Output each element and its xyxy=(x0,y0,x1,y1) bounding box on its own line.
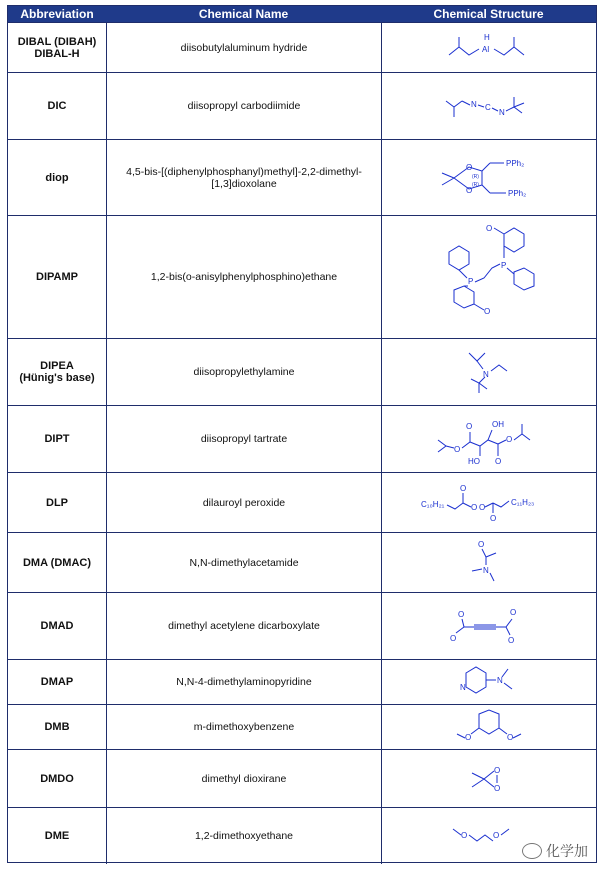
o-label: O xyxy=(506,434,513,444)
chemical-name-cell: m-dimethoxybenzene xyxy=(193,721,295,733)
dipea-structure xyxy=(459,347,519,397)
n-label: N xyxy=(483,565,489,575)
abbreviation-cell: DLP xyxy=(46,496,68,509)
dma-structure xyxy=(464,539,514,587)
al-label: Al xyxy=(482,44,490,54)
c10h21-label: C₁₀H₂₁ xyxy=(421,499,445,509)
abbreviation-cell: DIPT xyxy=(44,433,70,445)
n-label: N xyxy=(471,100,477,109)
o-label: O xyxy=(461,831,468,840)
o-label: O xyxy=(450,634,457,643)
abbreviation-cell: DMB xyxy=(44,721,70,733)
table-row xyxy=(8,472,596,532)
n-label: N xyxy=(460,683,466,692)
o-label: O xyxy=(494,783,501,793)
dmdo-structure xyxy=(464,761,514,797)
o-label: O xyxy=(466,185,473,195)
chemical-name-cell: dimethyl acetylene dicarboxylate xyxy=(168,620,320,632)
n-label: N xyxy=(497,676,503,685)
table-row xyxy=(8,749,596,807)
ho-label: HO xyxy=(468,456,480,466)
abbreviation-cell: DMAD xyxy=(40,620,74,632)
c11h23-label: C₁₁H₂₃ xyxy=(511,497,535,507)
o-label: O xyxy=(495,456,502,466)
watermark xyxy=(522,841,588,861)
diop-structure xyxy=(424,153,554,203)
dlp-structure xyxy=(419,483,559,523)
header-chemical-structure: Chemical Structure xyxy=(433,7,544,21)
chemical-name-cell: diisopropylethylamine xyxy=(193,366,295,378)
chemical-name-cell: 1,2-dimethoxyethane xyxy=(194,830,294,842)
header-abbreviation: Abbreviation xyxy=(20,7,94,21)
dmap-structure xyxy=(454,663,524,701)
o-label: O xyxy=(466,421,473,431)
chemical-name-cell: dimethyl dioxirane xyxy=(201,772,287,785)
oh-label: OH xyxy=(492,419,504,429)
table-row xyxy=(8,22,596,72)
abbreviation-cell: DIBAL (DIBAH) DIBAL-H xyxy=(17,35,97,60)
pph2-label: PPh₂ xyxy=(506,158,525,168)
wechat-icon xyxy=(522,843,542,859)
abbreviation-cell: DIPAMP xyxy=(36,271,78,283)
o-label: O xyxy=(508,636,515,645)
chemical-name-cell: N,N-dimethylacetamide xyxy=(189,556,299,569)
table-row xyxy=(8,807,596,864)
abbreviation-table xyxy=(7,5,597,863)
dipamp-structure xyxy=(434,223,544,325)
o-label: O xyxy=(486,223,493,233)
table-row xyxy=(8,704,596,749)
dibal-structure xyxy=(444,33,534,63)
chemical-name-cell: diisopropyl tartrate xyxy=(200,433,288,445)
o-label: O xyxy=(471,502,478,512)
chemical-name-cell: N,N-4-dimethylaminopyridine xyxy=(176,676,312,688)
table-row xyxy=(8,659,596,704)
o-label: O xyxy=(465,733,472,742)
r-label: (R) xyxy=(472,181,479,188)
chemical-name-cell: diisobutylaluminum hydride xyxy=(180,41,308,54)
h-label: H xyxy=(484,32,490,42)
table-row xyxy=(8,139,596,215)
chemical-name-cell: 1,2-bis(o-anisylphenylphosphino)ethane xyxy=(150,271,338,283)
table-row xyxy=(8,215,596,338)
dmad-structure xyxy=(444,601,534,651)
dmb-structure xyxy=(449,708,529,746)
pph2-label: PPh₂ xyxy=(508,188,527,198)
abbreviation-cell: DME xyxy=(44,830,70,842)
o-label: O xyxy=(460,483,467,493)
c-label: C xyxy=(485,103,491,112)
abbreviation-cell: DIPEA (Hünig's base) xyxy=(19,360,95,384)
table-header xyxy=(8,6,596,22)
o-label: O xyxy=(454,444,461,454)
n-label: N xyxy=(483,370,489,379)
table-row xyxy=(8,405,596,472)
chemical-name-cell: dilauroyl peroxide xyxy=(202,496,286,509)
watermark-text: 化学加 xyxy=(546,843,588,859)
dic-structure xyxy=(444,91,534,121)
table-row xyxy=(8,72,596,139)
o-label: O xyxy=(479,502,486,512)
table-row xyxy=(8,338,596,405)
o-label: O xyxy=(478,539,485,549)
o-label: O xyxy=(510,608,517,617)
abbreviation-cell: DIC xyxy=(47,100,67,112)
table-row xyxy=(8,532,596,592)
o-label: O xyxy=(466,162,473,172)
table-row xyxy=(8,592,596,659)
p-label: P xyxy=(468,276,474,286)
dme-structure xyxy=(449,821,529,851)
chemical-name-cell: 4,5-bis-[(diphenylphosphanyl)methyl]-2,2-dimethyl- [1,3]dioxolane xyxy=(126,165,362,190)
o-label: O xyxy=(493,831,500,840)
n-label: N xyxy=(499,108,505,117)
header-chemical-name: Chemical Name xyxy=(198,7,289,21)
abbreviation-cell: diop xyxy=(45,171,69,184)
r-label: (R) xyxy=(472,173,479,180)
abbreviation-cell: DMA (DMAC) xyxy=(22,556,92,569)
abbreviation-cell: DMDO xyxy=(40,772,74,785)
o-label: O xyxy=(490,513,497,523)
o-label: O xyxy=(458,610,465,619)
o-label: O xyxy=(494,765,501,775)
o-label: O xyxy=(507,733,514,742)
o-label: O xyxy=(484,306,491,316)
p-label: P xyxy=(501,260,507,270)
abbreviation-cell: DMAP xyxy=(40,676,74,688)
dipt-structure xyxy=(434,412,544,467)
chemical-name-cell: diisopropyl carbodiimide xyxy=(187,100,301,112)
